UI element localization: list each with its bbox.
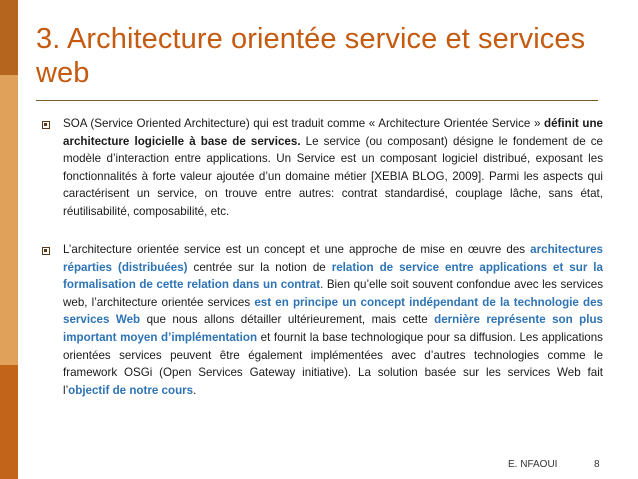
p1-text-2: Le service (ou composant) désigne le fondement de ce modèle d’interaction entre applications. Un Service est un composant logiciel distribué, exposant les fonctionnalités à forte valeur ajoutée d’un domaine métier [XEBIA BLOG, 2009]. Parmi les aspects qui caractérisent un service, on trouve entre autres: contrat standardisé, couplage lâche, sans état, réutilisabilité, composabilité, etc. (63, 134, 603, 218)
bullet-square-icon (42, 121, 50, 129)
p2-text-5: et fournit la base technologique pour sa diffusion. Les applications orientées services peuvent être également implémentées avec d’autres technologies comme le framework OSGi (Open Services Gateway initiative). La solution basée sur les services Web fait l’ (63, 330, 603, 397)
title-divider (36, 100, 598, 101)
p1-text-1: SOA (Service Oriented Architecture) qui est traduit comme « Architecture Orientée Service » (63, 117, 545, 130)
paragraph-soa-definition (63, 115, 603, 221)
page-number: 8 (594, 459, 600, 470)
p2-highlight-moyen: dernière représente son plus important moyen d’implémentation (63, 313, 603, 344)
p2-text-6: . (193, 383, 197, 397)
p2-highlight-architectures: architectures réparties (distribuées) (63, 243, 603, 274)
sidebar-decoration (0, 0, 18, 479)
p2-highlight-relation: relation de service entre applications et sur la formalisation de cette relation dans un contrat (63, 260, 603, 292)
bullet-square-icon (42, 247, 50, 255)
slide-title: 3. Architecture orientée service et services web (36, 23, 586, 89)
sidebar-segment-top (0, 0, 18, 75)
p2-text-3: . Bien qu’elle soit souvent confondue avec les services web, l’architecture orientée services (63, 278, 603, 309)
p1-bold-definition: définit une architecture logicielle à base de services. (63, 117, 603, 148)
p2-highlight-objectif: objectif de notre cours (68, 383, 194, 397)
footer-author: E. NFAOUI (508, 459, 558, 470)
p2-highlight-concept: est en principe un concept indépendant de la technologie des services Web (63, 295, 604, 327)
sidebar-segment-bottom (0, 365, 18, 479)
p2-text-4: que nous allons détailler ultérieurement, mais cette (140, 313, 435, 327)
p2-text-1: L’architecture orientée service est un concept et une approche de mise en œuvre des (63, 243, 531, 256)
sidebar-segment-mid (0, 75, 18, 365)
p2-text-2: centrée sur la notion de (187, 260, 332, 274)
paragraph-soa-approach (63, 241, 603, 399)
